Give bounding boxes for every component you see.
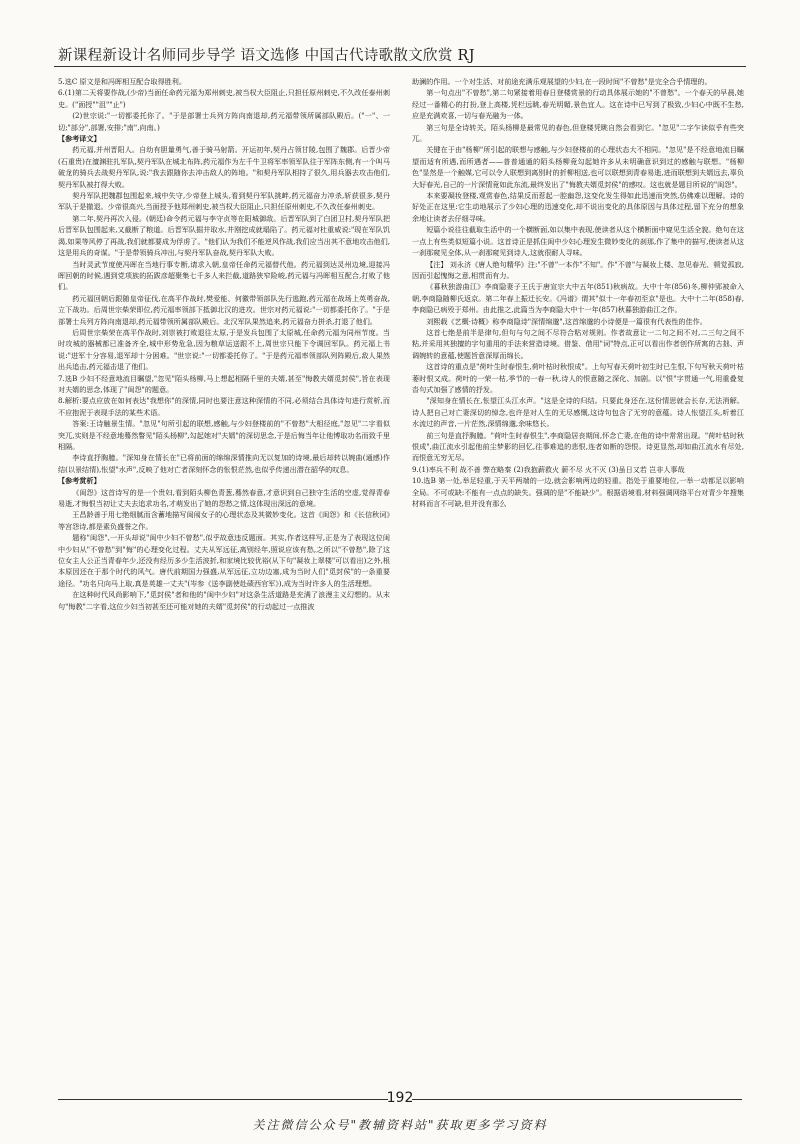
- answer-8-answer: 答案:王诗触景生情。"忽见"句所引起的联想,感触,与少妇登楼前的"不曾愁"大相径庭,"忽见"二字看似突兀,实则是不经意地蓦然瞥见"陌头杨柳",勾起她对"夫婿"的深切思念,于是后悔当年让他博取功名而致千里相隔。: [58, 419, 390, 451]
- note-paragraph: 【注】 刘永济《唐人绝句精华》注:"不曾"一本作"不知"。作"不曾"与凝妆上楼、忽见春光、顿觉孤寂,因而引起愧悔之意,相贯而有力。: [412, 259, 744, 280]
- answer-8-answer-cont: 李诗直抒胸臆。"深知身在情长在"已将前面的绵绵深情推向无以复加的诗境,最后却转以婉曲(通感)作结(以景结情),怅望"水声",反映了他对亡者深刻怀念的怅恨茫然,也似乎传递出潜在韶华的叹息。: [58, 453, 390, 474]
- page-number: 192: [386, 1090, 414, 1106]
- answer-5: 5.选C 原文是和冯晖相互配合取得胜利。: [58, 77, 186, 86]
- appreciation-paragraph: 这首七绝是前半是律句,但句与句之间不尽符合粘对规则。作者故意让一二句之间不对,二三句之间不粘,并采用其独擅的字句重用的手法来营造诗境。借鉴、借用"词"特点,正可以看出作者创作所寓的古拙、声调婉转的意蕴,使题旨意深厚而绵长。: [412, 327, 744, 360]
- translation-paragraph: 第二年,契丹再次入侵。(朝廷)命令药元福与李守贞等在阳城御敌。后晋军队到了白团卫村,契丹军队把后晋军队包围起来,又截断了粮道。后晋军队掘井取水,井刚挖成就塌陷了。药元福对杜重威说:"现在军队饥渴,如果等风停了再战,我们就都要成为俘虏了。"他们认为我们不能逆风作战,我们应当出其不意地攻击他们,这是用兵的奇谋。"于是带领骑兵冲出,与契丹军队奋战,契丹军队大败。: [58, 213, 390, 258]
- translation-paragraph: 后周世宗柴荣在高平作战时,刘崇被打败退往太原,于是发兵包围了太原城,任命药元福为同州节度。当时攻城的器械都已准备齐全,城中形势危急,因为粮草运送跟不上,周世宗只能下令调回军队。药元福上书说:"进军十分容易,退军却十分困难。"世宗说:"一切都委托你了。"于是药元福率领部队列阵殿后,敌人果然出兵追击,药元福击退了他们。: [58, 327, 390, 372]
- translation-paragraph: 契丹军队把魏郡包围起来,城中失守,少帝登上城头,看到契丹军队挑衅,药元福奋力冲杀,斩获很多,契丹军队于是撤退。少帝很高兴,当面授予他郑州刺史,被当权大臣阻止,只担任原州刺史,不久改任泰州刺史。: [58, 191, 390, 212]
- answer-6-2: (2)世宗说:"一切都委托你了。"于是部署士兵列方阵向南退却,药元福带领所属部队殿后。("一"、一切;"部分",部署,安排;"南",向南。): [58, 111, 390, 132]
- section-heading-appreciation: 【参考赏析】: [58, 476, 101, 486]
- appreciation-paragraph: "深知身在情长在,怅望江头江水声。"这是全诗的归结。只要此身还在,这份情思就会长存,无法消解。诗人把自己对亡妻深切的悼念,也许是对人生的无尽感慨,这诗句包含了无穷的意蕴。诗人怅望江头,听着江水流过的声音,一片茫然,深情绵邈,余味悠长。: [412, 396, 744, 429]
- page-number-rule-right: [412, 1099, 742, 1100]
- appreciation-paragraph: 第一句点出"不曾愁",第二句紧接着用春日登楼赏景的行动具体展示她的"不曾愁"。一个春天的早晨,她经过一番精心的打扮,登上高楼,凭栏远眺,春光明媚,景色宜人。这在诗中已写到了极致,少妇心中既不生愁,应是充满欢喜,一切与春光融为一体。: [412, 88, 744, 121]
- appreciation-paragraph: 刘熙载《艺概·诗概》称李商隐诗"深情绵邈",这首绵邈的小诗便是一篇很有代表性的佳作。: [426, 316, 707, 326]
- appreciation-paragraph: 《暮秋独游曲江》李商隐妻子王氏于唐宣宗大中五年(851)秋病故。大中十年(856)冬,柳仲郢被命入朝,李商隐随柳氏返京。第二年春上振迁长安。《冯谱》谓其"似十一年春初至京"是也。大中十二年(858)春,李商隐已病殁于郑州。由此推之,此篇当为李商隐大中十一年(857)秋暮独游曲江之作。: [412, 282, 744, 315]
- answer-9: 9.(1)率兵不利 战不善 弊在略秦 (2)我抱薪救火 薪不尽 火不灭 (3)虽日又若 岂非人事哉: [412, 464, 685, 474]
- appreciation-paragraph: 王昌龄善于用七绝细腻而含蓄地描写闺闱女子的心理状态及其微妙变化。这首《闺怨》和《长信秋词》等宫怨诗,都是素负盛誉之作。: [58, 510, 390, 531]
- answer-10: 10.选B 第一处,举足轻重,于天平两端的一边,就会影响两边的轻重。指处于重要地位,一举一动都足以影响全局。不可或缺:不能有一点点的缺失。强调的是"不能缺少"。根据语境看,材料强调网络平台对青少年搜集材料而言不可缺,但并没有那么: [412, 476, 744, 509]
- footer-watermark: 关注微信公众号"教辅资料站"获取更多学习资料: [252, 1118, 548, 1132]
- right-column: [412, 76, 744, 1081]
- translation-paragraph: 药元福回朝后跟随皇帝征伐,在高平作战时,樊爱能、何徽带领部队先行逃跑,药元福在战场上英勇奋战,立下战功。后周世宗柴荣即位,药元福率领部下抵御北汉的进攻。世宗对药元福说:"一切都委托你了。"于是部署士兵列方阵向南退却,药元福带领所属部队殿后。北汉军队果然追来,药元福奋力拼杀,打退了他们。: [58, 293, 390, 326]
- header-rule: [54, 66, 746, 67]
- appreciation-paragraph: 在这种时代风尚影响下,"觅封侯"者和他的"闺中少妇"对这条生活道路是充满了浪漫主义幻想的。从末句"悔教"二字看,这位少妇当初甚至还可能对她的夫婿"觅封侯"的行动起过一点推波: [58, 590, 390, 611]
- translation-paragraph: 药元福,并州晋阳人。自幼有胆量勇气,善于骑马射箭。开运初年,契丹占领甘陵,包围了魏郡。后晋少帝(石重贵)在澶渊驻扎军队,契丹军队在城北布阵,药元福作为左千牛卫将军率领军队往于军阵东侧,有一个叫马破龙的骑兵去战契丹军队,说:"我去跟随你去冲击敌人的阵地。"和契丹军队相持了很久,用兵器去攻击他们,契丹军队被打得大败。: [58, 145, 390, 189]
- appreciation-paragraph: 《闺怨》这首诗写的是一个贵妇,看到陌头柳色青葱,蓦然春意,才意识到自己独守生活的空虚,觉得青春易逝,才悔恨当初让丈夫去追求功名,才萌发出了她的怨愁之情,这体现出深远的意境。: [58, 487, 390, 509]
- appreciation-paragraph: 题称"闺怨",一开头却说"闺中少妇不曾愁",似乎故意违反题面。其实,作者这样写,正是为了表现这位闺中少妇从"不曾愁"到"悔"的心理变化过程。丈夫从军远征,离别经年,照说应该有愁,之所以"不曾愁",除了这位女主人公正当青春年少,还没有经历多少生活波折,和家境比较优裕(从下句"凝妆上翠楼"可以看出)之外,根本原因还在于那个时代的风气。唐代前期国力强盛,从军远征,立功边塞,成为当时人们"觅封侯"的一条重要途径。"功名只向马上取,真是英雄一丈夫"(岑参《送李副使赴碛西官军》),成为当时许多人的生活理想。: [58, 533, 390, 588]
- answer-8-analysis: 8.解析:要点应放在如何表达"我想你"的深情,同时也要注意这种深情的不同,必须结合具体诗句进行赏析,而不应抱泥于表现手法的某些术语。: [58, 396, 390, 417]
- translation-paragraph: 当时灵武节度使冯晖在当地行事专断,请求入朝,皇帝任命药元福替代他。药元福到达灵州边境,迎接冯晖回朝的时候,遇到党项族的拓跋彦超聚集七千多人来拦截,道路狭窄险峻,药元福与冯晖相互配合,打败了他们。: [58, 259, 390, 292]
- appreciation-paragraph: 助澜的作用。一个对生活、对前途充满乐观展望的少妇,在一段时间"不曾愁"是完全合乎情理的。: [412, 77, 712, 86]
- appreciation-paragraph: 关键在于由"杨柳"所引起的联想与感触,与少妇登楼前的心理状态大不相同。"忽见"是不经意地流目瞩望而适有所遇,而所遇者——普普通通的陌头杨柳竟勾起她许多从未明确意识到过的感触与联想。"杨柳色"显然是一个触媒,它可以令人联想到离别时的折柳相送,也可以联想到青春易逝,进而联想到夫婿远去,辜负大好春光,自己的一片深情竟如此东流,最终发出了"悔教夫婿觅封侯"的感叹。这也就是题目所说的"闺怨"。: [412, 145, 744, 189]
- answer-7: 7.选B 少妇不经意地流目瞩望,"忽见"陌头杨柳,马上想起相隔千里的夫婿,甚至"悔教夫婿觅封侯",旨在表现对夫婿的思念,体现了"闺怨"的题意。: [58, 373, 390, 394]
- appreciation-paragraph: 第三句是全诗转关。陌头杨柳是最常见的春色,但登楼凭眺自然会看到它。"忽见"二字乍读似乎有些突兀。: [412, 122, 744, 144]
- appreciation-paragraph: 短篇小说往往截取生活中的一个横断面,如以集中表现,使读者从这个横断面中窥见生活全貌。绝句在这一点上有些类似短篇小说。这首诗正是抓住闺中少妇心理发生微妙变化的刹那,作了集中的描写,使读者从这一刹那窥见全体,从一刹那窥见到诗人,这就很耐人寻味。: [412, 225, 744, 258]
- answer-6-1: 6.(1)第二天将要作战,(少帝)当面任命药元福为郑州刺史,被当权大臣阻止,只担任原州刺史,不久改任泰州刺史。("面授""沮""止"): [58, 88, 390, 109]
- appreciation-paragraph: 这首诗的重点是"荷叶生时春恨生,荷叶枯时秋恨成"。上句写春天荷叶初生时已生恨,下句写秋天荷叶枯萎时恨又成。荷叶的一荣一枯,季节的一春一秋,诗人的恨意随之深化、加剧。以"恨"字贯通一气,用重叠复沓句式加强了感情的抒发。: [412, 362, 744, 394]
- appreciation-paragraph: 前三句是直抒胸臆。"荷叶生时春恨生",李商隐居丧期间,怀念亡妻,在他的诗中常常出现。"荷叶枯时秋恨成",曲江流水引起他前尘梦影的回忆,往事难追的悲恨,连者如断的怨恨。诗更显然,却如曲江流水有尽处,而恨意无穷无尽。: [412, 430, 744, 463]
- section-heading-translation: 【参考译文】: [58, 134, 101, 144]
- running-header: 新课程新设计名师同步导学 语文选修 中国古代诗歌散文欣赏 RJ: [58, 48, 475, 64]
- left-column: [58, 76, 390, 1081]
- appreciation-paragraph: 本来要凝妆登楼,观赏春色,结果反而惹起一腔幽怨,这变化发生得如此迅速而突然,仿佛难以理解。诗的好处正在这里:它生动地展示了少妇心理的迅速变化,却不说出变化的具体原因与具体过程,留下充分的想象余地让读者去仔细寻味。: [412, 191, 744, 223]
